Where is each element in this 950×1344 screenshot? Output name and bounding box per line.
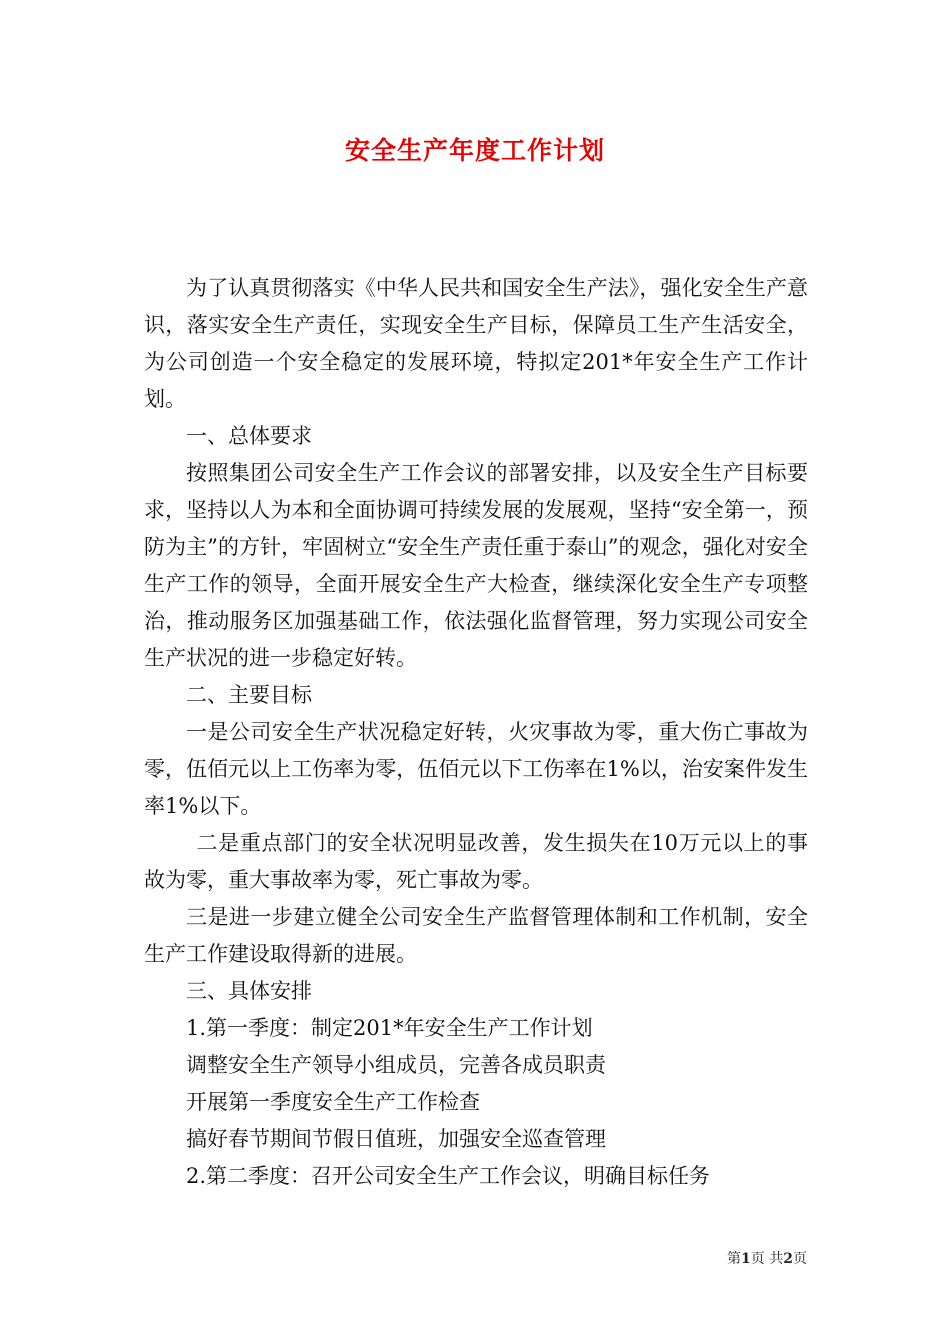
arrangement-item-q1: 1.第一季度：制定201*年安全生产工作计划 xyxy=(186,1016,593,1040)
section-heading-main-goals: 二、主要目标 xyxy=(186,683,312,707)
footer-middle: 页 共 xyxy=(750,1251,784,1267)
goal-paragraph-2: 二是重点部门的安全状况明显改善，发生损失在10万元以上的事故为零，重大事故率为零，死亡事故为零。 xyxy=(144,831,808,892)
section-heading-general-requirements: 一、总体要求 xyxy=(186,424,312,448)
goal-paragraph-3: 三是进一步建立健全公司安全生产监督管理体制和工作机制，安全生产工作建设取得新的进展。 xyxy=(144,905,808,966)
intro-paragraph: 为了认真贯彻落实《中华人民共和国安全生产法》，强化安全生产意识，落实安全生产责任，实现安全生产目标，保障员工生产生活安全，为公司创造一个安全稳定的发展环境，特拟定201*年安全生产工作计划。 xyxy=(144,276,808,411)
footer-prefix: 第 xyxy=(727,1251,742,1267)
arrangement-item-q2: 2.第二季度：召开公司安全生产工作会议，明确目标任务 xyxy=(186,1164,711,1188)
goal-paragraph-1: 一是公司安全生产状况稳定好转，火灾事故为零，重大伤亡事故为零，伍佰元以上工伤率为零，伍佰元以下工伤率在1%以，治安案件发生率1%以下。 xyxy=(144,720,808,818)
footer-current-page: 1 xyxy=(741,1251,751,1267)
footer-total-pages: 2 xyxy=(783,1251,793,1267)
document-title: 安全生产年度工作计划 xyxy=(344,136,605,165)
section-heading-specific-arrangements: 三、具体安排 xyxy=(186,979,312,1003)
arrangement-item-holiday-duty: 搞好春节期间节假日值班，加强安全巡查管理 xyxy=(186,1127,606,1151)
arrangement-item-adjust-team: 调整安全生产领导小组成员，完善各成员职责 xyxy=(186,1053,606,1077)
general-requirements-paragraph: 按照集团公司安全生产工作会议的部署安排，以及安全生产目标要求，坚持以人为本和全面协调可持续发展的发展观，坚持“安全第一，预防为主”的方针，牢固树立“安全生产责任重于泰山”的观念，强化对安全生产工作的领导，全面开展安全生产大检查，继续深化安全生产专项整治，推动服务区加强基础工作，依法强化监督管理，努力实现公司安全生产状况的进一步稳定好转。 xyxy=(144,461,808,670)
footer-suffix: 页 xyxy=(793,1251,807,1267)
document-body xyxy=(144,270,808,1195)
page-number-footer xyxy=(727,1250,807,1268)
arrangement-item-q1-inspection: 开展第一季度安全生产工作检查 xyxy=(186,1090,480,1114)
